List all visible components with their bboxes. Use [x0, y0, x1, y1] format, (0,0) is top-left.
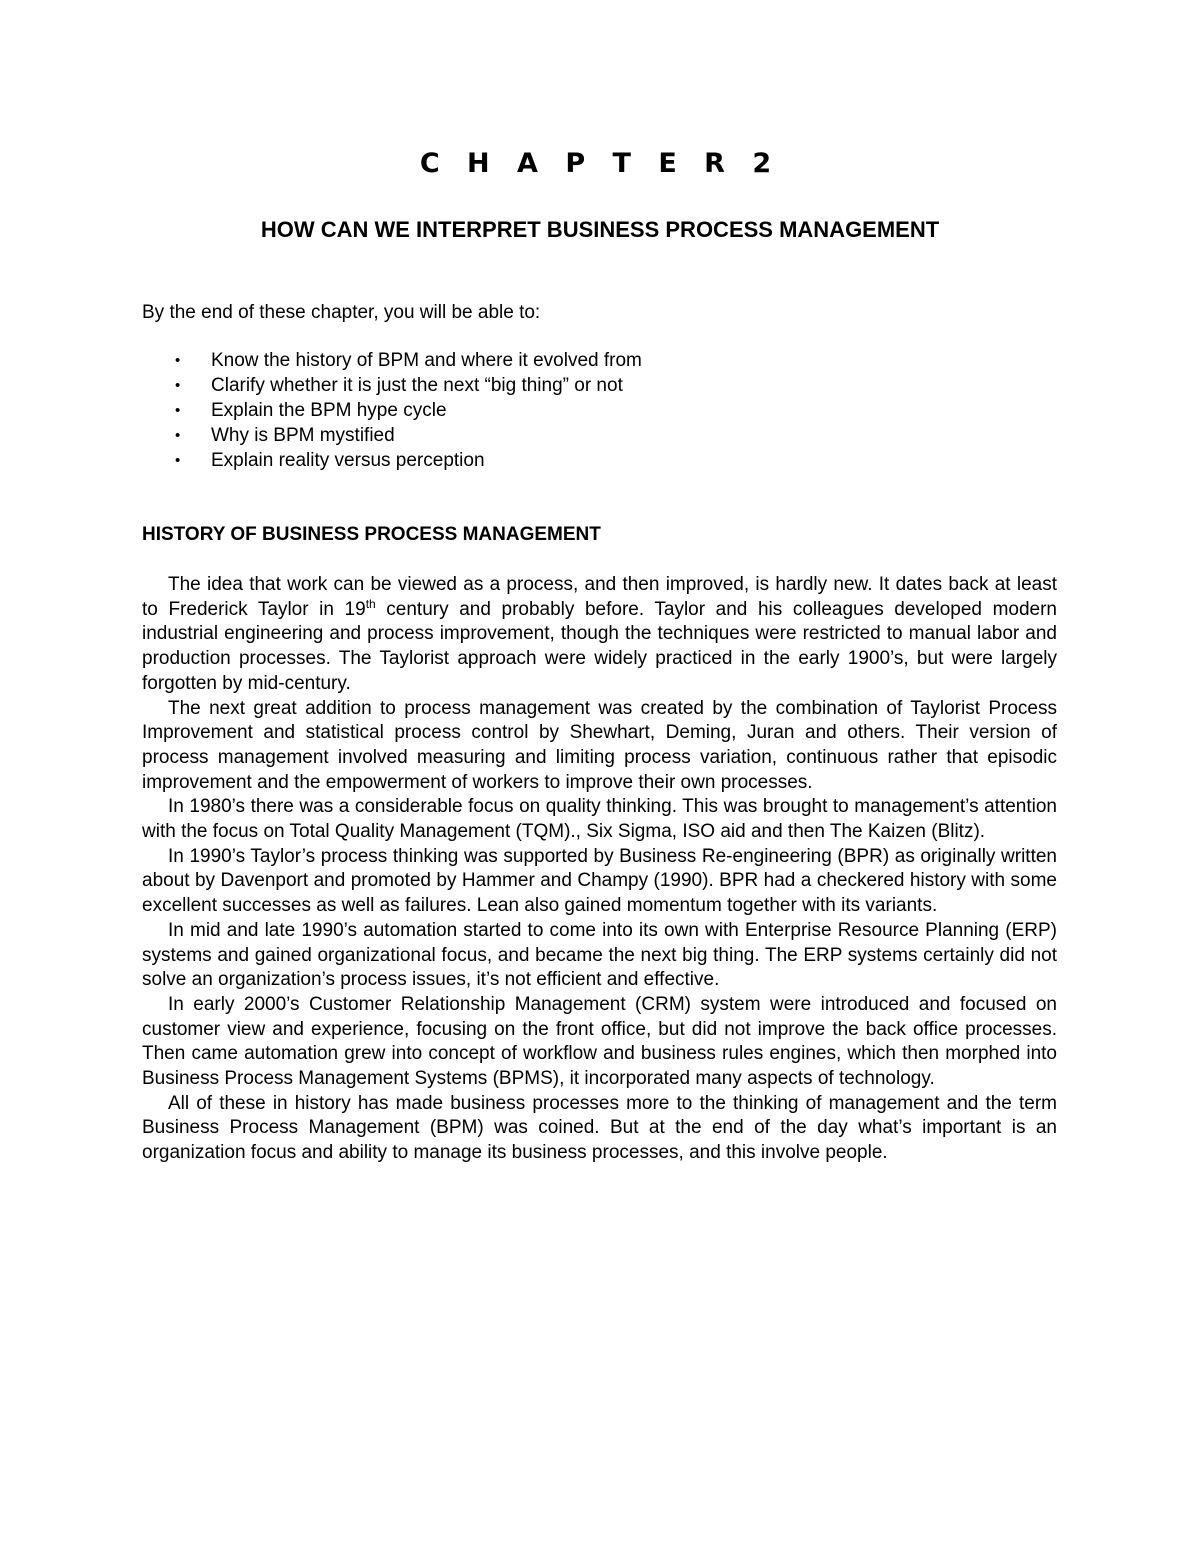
- objective-item: [142, 373, 642, 398]
- body-paragraph: In 1980’s there was a considerable focus on quality thinking. This was brought to management’s attention with the focus on Total Quality Management (TQM)., Six Sigma, ISO aid and then The Kaizen (Blitz).: [142, 796, 1057, 843]
- bullet-icon: •: [175, 402, 181, 419]
- body-paragraph: The next great addition to process management was created by the combination of Taylorist Process Improvement and statistical process control by Shewhart, Deming, Juran and others. Their version of process management involved measuring and limiting process variation, continuous rather that episodic improvement and the empowerment of workers to improve their own processes.: [142, 697, 1057, 793]
- section-heading: HISTORY OF BUSINESS PROCESS MANAGEMENT: [142, 524, 601, 545]
- paragraph-text: century and probably before. Taylor and his colleagues developed modern industrial engineering and process improvement, though the techniques were restricted to manual labor and production processes. The Taylorist approach were widely practiced in the early 1900’s, but were largely forgotten by mid-century.: [142, 598, 1057, 694]
- chapter-title: HOW CAN WE INTERPRET BUSINESS PROCESS MANAGEMENT: [260, 217, 940, 242]
- history-body: [142, 573, 1057, 1166]
- objective-item: [142, 448, 642, 473]
- body-paragraph: All of these in history has made business processes more to the thinking of management and the term Business Process Management (BPM) was coined. But at the end of the day what’s important is an organization focus and ability to manage its business processes, and this involve people.: [142, 1092, 1057, 1164]
- objectives-list: [142, 348, 642, 473]
- body-paragraph: In early 2000’s Customer Relationship Management (CRM) system were introduced and focused on customer view and experience, focusing on the front office, but did not improve the back office processes. Then came automation grew into concept of workflow and business rules engines, which then morphed into Business Process Management Systems (BPMS), it incorporated many aspects of technology.: [142, 993, 1057, 1090]
- bullet-icon: •: [175, 452, 181, 469]
- objective-text: Clarify whether it is just the next “big thing” or not: [211, 375, 623, 396]
- paragraph-text: The idea that work can be viewed as a process, and then improved, is hardly new. It dates back at least to Frederick Taylor in 19: [142, 574, 1057, 620]
- objective-item: [142, 348, 642, 373]
- objective-item: [142, 398, 642, 423]
- ordinal-superscript: th: [365, 596, 376, 611]
- bullet-icon: •: [175, 352, 181, 369]
- objective-item: [142, 423, 642, 448]
- objective-text: Why is BPM mystified: [211, 425, 395, 446]
- objectives-intro: By the end of these chapter, you will be able to:: [142, 302, 541, 323]
- bullet-icon: •: [175, 427, 181, 444]
- objective-text: Know the history of BPM and where it evolved from: [211, 350, 642, 371]
- objective-text: Explain reality versus perception: [211, 450, 485, 471]
- bullet-icon: •: [175, 377, 181, 394]
- body-paragraph: In 1990’s Taylor’s process thinking was supported by Business Re-engineering (BPR) as originally written about by Davenport and promoted by Hammer and Champy (1990). BPR had a checkered history with some excellent successes as well as failures. Lean also gained momentum together with its variants.: [142, 845, 1057, 917]
- body-paragraph: [142, 573, 1057, 697]
- body-paragraph: In mid and late 1990’s automation started to come into its own with Enterprise Resource Planning (ERP) systems and gained organizational focus, and became the next big thing. The ERP systems certainly did not solve an organization’s process issues, it’s not efficient and effective.: [142, 919, 1057, 991]
- chapter-label: C H A P T E R 2: [419, 148, 781, 179]
- objective-text: Explain the BPM hype cycle: [211, 400, 447, 421]
